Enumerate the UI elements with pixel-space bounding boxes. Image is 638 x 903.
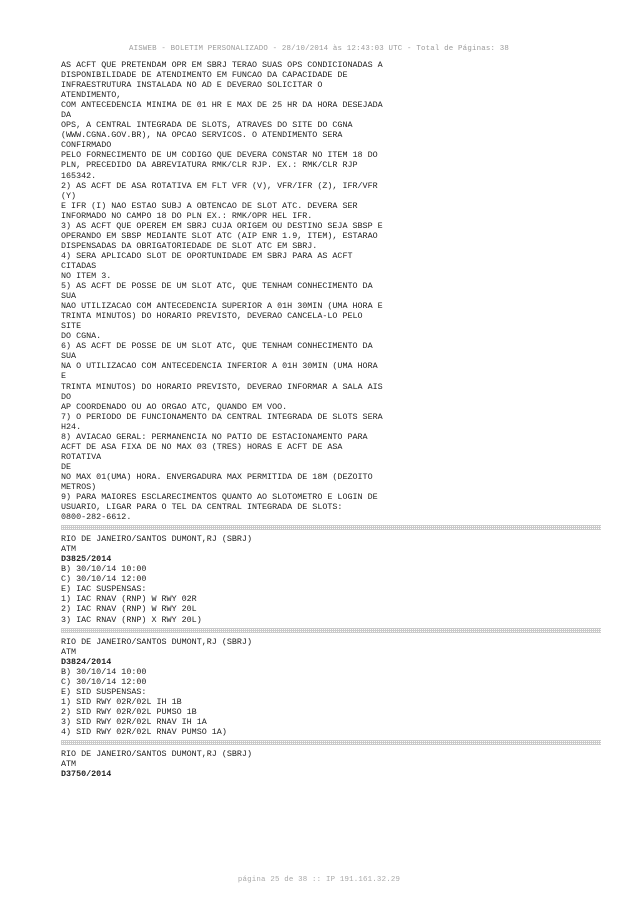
notam-line: 2) IAC RNAV (RNP) W RWY 20L bbox=[61, 604, 197, 615]
notam-line: 2) SID RWY 02R/02L PUMSO 1B bbox=[61, 706, 197, 717]
report-header: AISWEB - BOLETIM PERSONALIZADO - 28/10/2014 às 12:43:03 UTC - Total de Páginas: 38 bbox=[128, 45, 510, 53]
text-line: OPS, A CENTRAL INTEGRADA DE SLOTS, ATRAVES DO SITE DO CGNA bbox=[61, 120, 353, 131]
text-line: 165342. bbox=[61, 170, 97, 181]
text-line: OPERANDO EM SBSP MEDIANTE SLOT ATC (AIP ENR 1.9, ITEM), ESTARAO bbox=[61, 230, 378, 241]
text-line: 9) PARA MAIORES ESCLARECIMENTOS QUANTO AO SLOTOMETRO E LOGIN DE bbox=[61, 492, 378, 503]
bulletin-body bbox=[61, 60, 601, 779]
text-line: INFRAESTRUTURA INSTALADA NO AD E DEVERAO SOLICITAR O bbox=[61, 80, 323, 91]
text-line: AS ACFT QUE PRETENDAM OPR EM SBRJ TERAO SUAS OPS CONDICIONADAS A bbox=[61, 60, 383, 70]
text-line: CITADAS bbox=[61, 260, 97, 271]
text-line: DE bbox=[61, 461, 72, 472]
text-line: COM ANTECEDENCIA MINIMA DE 01 HR E MAX DE 25 HR DA HORA DESEJADA bbox=[61, 100, 383, 111]
notam-line: 1) SID RWY 02R/02L IH 1B bbox=[61, 696, 182, 707]
separator bbox=[61, 625, 601, 637]
text-line: NO MAX 01(UMA) HORA. ENVERGADURA MAX PERMITIDA DE 18M (DEZOITO bbox=[61, 471, 373, 482]
notam-block bbox=[61, 534, 601, 624]
text-line: 8) AVIACAO GERAL: PERMANENCIA NO PATIO DE ESTACIONAMENTO PARA bbox=[61, 431, 368, 442]
text-line: TRINTA MINUTOS) DO HORARIO PREVISTO, DEVERAO CANCELA-LO PELO bbox=[61, 311, 363, 322]
text-line: USUARIO, LIGAR PARA O TEL DA CENTRAL INTEGRADA DE SLOTS: bbox=[61, 502, 343, 513]
notam-location: RIO DE JANEIRO/SANTOS DUMONT,RJ (SBRJ) bbox=[61, 636, 252, 647]
text-line: NA O UTILIZACAO COM ANTECEDENCIA INFERIOR A 01H 30MIN (UMA HORA bbox=[61, 361, 378, 372]
text-line: INFORMADO NO CAMPO 18 DO PLN EX.: RMK/OPR HEL IFR. bbox=[61, 210, 313, 221]
notam-text-block bbox=[61, 60, 601, 522]
text-line: NAO UTILIZACAO COM ANTECEDENCIA SUPERIOR A 01H 30MIN (UMA HORA E bbox=[61, 301, 383, 312]
text-line: DO bbox=[61, 391, 72, 402]
text-line: (WWW.CGNA.GOV.BR), NA OPCAO SERVICOS. O ATENDIMENTO SERA bbox=[61, 130, 343, 141]
text-line: E IFR (I) NAO ESTAO SUBJ A OBTENCAO DE SLOT ATC. DEVERA SER bbox=[61, 200, 358, 211]
text-line: DA bbox=[61, 110, 72, 121]
text-line: DO CGNA. bbox=[61, 331, 102, 342]
text-line: CONFIRMADO bbox=[61, 140, 112, 151]
text-line: 2) AS ACFT DE ASA ROTATIVA EM FLT VFR (V), VFR/IFR (Z), IFR/VFR bbox=[61, 180, 378, 191]
notam-line: C) 30/10/14 12:00 bbox=[61, 574, 147, 585]
text-line: 5) AS ACFT DE POSSE DE UM SLOT ATC, QUE TENHAM CONHECIMENTO DA bbox=[61, 281, 373, 292]
text-line: DISPONIBILIDADE DE ATENDIMENTO EM FUNCAO DA CAPACIDADE DE bbox=[61, 70, 348, 81]
notam-line: B) 30/10/14 10:00 bbox=[61, 666, 147, 677]
text-line: H24. bbox=[61, 421, 82, 432]
notam-location: RIO DE JANEIRO/SANTOS DUMONT,RJ (SBRJ) bbox=[61, 534, 252, 545]
text-line: ACFT DE ASA FIXA DE NO MAX 03 (TRES) HORAS E ACFT DE ASA bbox=[61, 441, 343, 452]
text-line: ROTATIVA bbox=[61, 451, 102, 462]
notam-line: 1) IAC RNAV (RNP) W RWY 02R bbox=[61, 594, 197, 605]
text-line: 7) O PERIODO DE FUNCIONAMENTO DA CENTRAL INTEGRADA DE SLOTS SERA bbox=[61, 411, 383, 422]
text-line: METROS) bbox=[61, 481, 97, 492]
notam-id: D3825/2014 bbox=[61, 554, 112, 565]
text-line: 3) AS ACFT QUE OPEREM EM SBRJ CUJA ORIGEM OU DESTINO SEJA SBSP E bbox=[61, 220, 383, 231]
notam-line: B) 30/10/14 10:00 bbox=[61, 564, 147, 575]
text-line: DISPENSADAS DA OBRIGATORIEDADE DE SLOT ATC EM SBRJ. bbox=[61, 240, 318, 251]
notam-line: 3) IAC RNAV (RNP) X RWY 20L) bbox=[61, 614, 202, 625]
text-line: 4) SERA APLICADO SLOT DE OPORTUNIDADE EM SBRJ PARA AS ACFT bbox=[61, 250, 353, 261]
text-line: E bbox=[61, 371, 67, 382]
text-line: SUA bbox=[61, 291, 77, 302]
notam-block bbox=[61, 637, 601, 737]
notam-line: C) 30/10/14 12:00 bbox=[61, 676, 147, 687]
notam-category: ATM bbox=[61, 544, 77, 555]
notam-line: 4) SID RWY 02R/02L RNAV PUMSO 1A) bbox=[61, 727, 227, 737]
text-line: PLN, PRECEDIDO DA ABREVIATURA RMK/CLR RJP. EX.: RMK/CLR RJP bbox=[61, 160, 358, 171]
text-line: SITE bbox=[61, 321, 82, 332]
text-line: (Y) bbox=[61, 190, 77, 201]
text-line: SUA bbox=[61, 351, 77, 362]
notam-line: E) SID SUSPENSAS: bbox=[61, 686, 147, 697]
notam-category: ATM bbox=[61, 759, 77, 770]
notam-line: E) IAC SUSPENSAS: bbox=[61, 584, 147, 595]
notam-list bbox=[61, 522, 601, 779]
text-line: NO ITEM 3. bbox=[61, 270, 112, 281]
separator bbox=[61, 522, 601, 534]
page-footer: página 25 de 38 :: IP 191.161.32.29 bbox=[237, 876, 401, 884]
text-line: PELO FORNECIMENTO DE UM CODIGO QUE DEVERA CONSTAR NO ITEM 18 DO bbox=[61, 150, 378, 161]
notam-line: 3) SID RWY 02R/02L RNAV IH 1A bbox=[61, 716, 207, 727]
text-line: ATENDIMENTO, bbox=[61, 90, 122, 101]
notam-location: RIO DE JANEIRO/SANTOS DUMONT,RJ (SBRJ) bbox=[61, 749, 252, 760]
text-line: TRINTA MINUTOS) DO HORARIO PREVISTO, DEVERAO INFORMAR A SALA AIS bbox=[61, 381, 383, 392]
text-line: 0800-282-6612. bbox=[61, 512, 132, 523]
notam-id: D3824/2014 bbox=[61, 656, 112, 667]
notam-id: D3750/2014 bbox=[61, 769, 112, 780]
notam-block bbox=[61, 749, 601, 779]
notam-category: ATM bbox=[61, 646, 77, 657]
text-line: 6) AS ACFT DE POSSE DE UM SLOT ATC, QUE TENHAM CONHECIMENTO DA bbox=[61, 341, 373, 352]
separator bbox=[61, 737, 601, 749]
text-line: AP COORDENADO OU AO ORGAO ATC, QUANDO EM VOO. bbox=[61, 401, 288, 412]
